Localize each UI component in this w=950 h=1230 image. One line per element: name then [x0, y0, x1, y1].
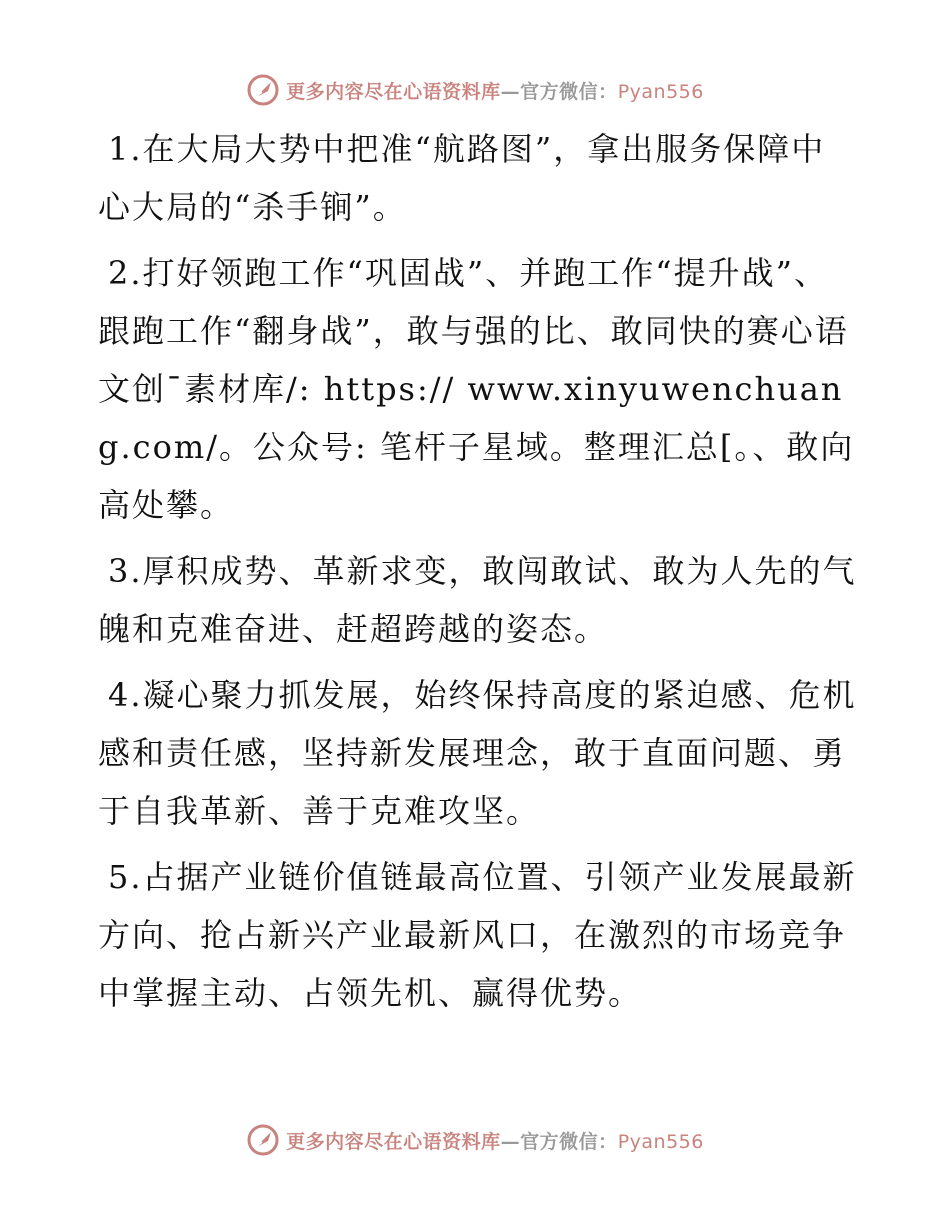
paragraph-1-text: 1.在大局大势中把准“航路图”，拿出服务保障中心大局的“杀手锏”。: [98, 130, 826, 226]
paragraph-4-text: 4.凝心聚力抓发展，始终保持高度的紧迫感、危机感和责任感，坚持新发展理念，敢于直面问题、勇于自我革新、善于克难攻坚。: [98, 676, 857, 830]
paragraph-5: [98, 848, 858, 1022]
paragraph-1: [98, 120, 858, 236]
paragraph-2: [98, 244, 858, 534]
quill-pen-logo-icon: [246, 1123, 280, 1157]
footer-banner: [0, 1120, 950, 1160]
header-wechat-label: 官方微信：: [520, 80, 618, 103]
quill-pen-logo-icon: [246, 73, 280, 107]
footer-wechat-label: 官方微信：: [520, 1130, 618, 1153]
paragraph-3: [98, 542, 858, 658]
paragraph-3-text: 3.厚积成势、革新求变，敢闯敢试、敢为人先的气魄和克难奋进、赶超跨越的姿态。: [98, 552, 857, 648]
footer-wechat-id: Pyan556: [617, 1130, 704, 1153]
footer-brand-text: 更多内容尽在心语资料库: [286, 1130, 501, 1153]
document-body: [98, 120, 858, 1030]
paragraph-5-text: 5.占据产业链价值链最高位置、引领产业发展最新方向、抢占新兴产业最新风口，在激烈的市场竞争中掌握主动、占领先机、赢得优势。: [98, 858, 857, 1012]
paragraph-2-text: 2.打好领跑工作“巩固战”、并跑工作“提升战”、跟跑工作“翻身战”，敢与强的比、敢同快的赛心语文创¯素材库/: https:// www.xinyuwenchuang.com/。公众号: 笔杆子星域。整理汇总[。、敢向高处攀。: [98, 254, 855, 524]
paragraph-4: [98, 666, 858, 840]
header-banner: [0, 70, 950, 110]
header-dash: —: [500, 80, 521, 103]
header-wechat-id: Pyan556: [617, 80, 704, 103]
footer-banner-text: [286, 1127, 704, 1154]
footer-dash: —: [500, 1130, 521, 1153]
header-banner-text: [286, 77, 704, 104]
header-brand-text: 更多内容尽在心语资料库: [286, 80, 501, 103]
